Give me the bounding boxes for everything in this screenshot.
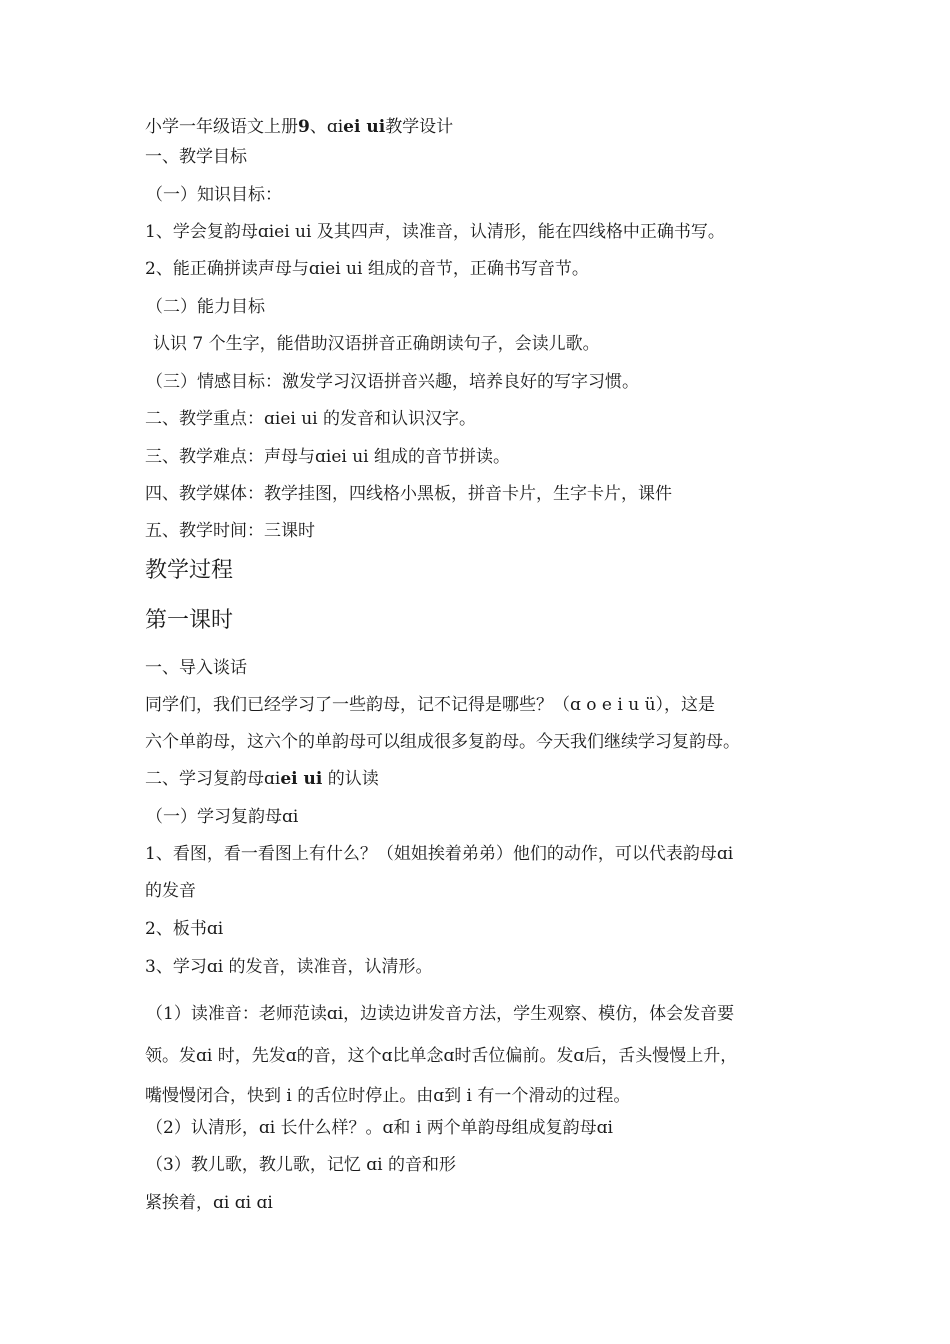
difficulty: 三、教学难点：声母与ɑiei ui 组成的音节拼读。 <box>145 447 511 467</box>
knowledge-goal-2: 2、能正确拼读声母与ɑiei ui 组成的音节，正确书写音节。 <box>145 259 589 279</box>
learn-heading <box>145 768 825 790</box>
process-heading: 教学过程 <box>145 558 234 583</box>
step-3: 3、学习ɑi 的发音，读准音，认清形。 <box>145 957 433 977</box>
lesson-1-heading: 第一课时 <box>145 608 234 633</box>
title-ai: ɑi <box>326 117 344 137</box>
read-1-line-1: （1）读准音：老师范读ɑi，边读边讲发音方法，学生观察、模仿，体会发音要 <box>146 1004 735 1024</box>
title-prefix: 小学一年级语文上册 <box>145 117 298 137</box>
teaching-media: 四、教学媒体：教学挂图，四线格小黑板，拼音卡片，生字卡片，课件 <box>145 484 672 504</box>
read-1-line-2: 领。发ɑi 时，先发ɑ的音，这个ɑ比单念ɑ时舌位偏前。发ɑ后，舌头慢慢上升， <box>145 1046 738 1066</box>
intro-heading: 一、导入谈话 <box>145 658 247 678</box>
intro-text-line-2: 六个单韵母，这六个的单韵母可以组成很多复韵母。今天我们继续学习复韵母。 <box>145 732 740 752</box>
title-ei-ui: ei ui <box>343 117 386 137</box>
ability-goals-heading: （二）能力目标 <box>146 297 265 317</box>
knowledge-goals-heading: （一）知识目标： <box>146 185 282 205</box>
learn-heading-suffix: 的认读 <box>322 769 379 789</box>
read-3: （3）教儿歌，教儿歌，记忆 ɑi 的音和形 <box>146 1155 456 1175</box>
step-1-line-2: 的发音 <box>145 881 196 901</box>
read-1-line-3: 嘴慢慢闭合，快到 i 的舌位时停止。由ɑ到 i 有一个滑动的过程。 <box>145 1086 631 1106</box>
read-2: （2）认清形，ɑi 长什么样？。ɑ和 i 两个单韵母组成复韵母ɑi <box>146 1118 613 1138</box>
knowledge-goal-1: 1、学会复韵母ɑiei ui 及其四声，读准音，认清形，能在四线格中正确书写。 <box>145 222 725 242</box>
teaching-time: 五、教学时间：三课时 <box>145 521 315 541</box>
emotion-goal: （三）情感目标：激发学习汉语拼音兴趣，培养良好的写字习惯。 <box>146 372 639 392</box>
title-number: 9 <box>298 117 310 137</box>
learn-ai-heading: （一）学习复韵母ɑi <box>146 807 299 827</box>
step-2: 2、板书ɑi <box>145 919 224 939</box>
step-1-line-1: 1、看图，看一看图上有什么？（姐姐挨着弟弟）他们的动作，可以代表韵母ɑi <box>145 844 734 864</box>
title-suffix: 教学设计 <box>385 117 454 137</box>
learn-heading-prefix: 二、学习复韵母ɑi <box>145 769 281 789</box>
goals-heading: 一、教学目标 <box>145 147 247 167</box>
learn-heading-ei-ui: ei ui <box>280 769 323 789</box>
ability-goal-text: 认识 7 个生字，能借助汉语拼音正确朗读句子，会读儿歌。 <box>153 334 600 354</box>
rhyme-line: 紧挨着，ɑi ɑi ɑi <box>145 1193 273 1213</box>
document-title <box>145 116 825 138</box>
key-points: 二、教学重点：ɑiei ui 的发音和认识汉字。 <box>145 409 477 429</box>
title-separator: 、 <box>309 117 327 137</box>
intro-text-line-1: 同学们，我们已经学习了一些韵母，记不记得是哪些？（ɑ o e i u ü），这是 <box>145 695 716 715</box>
